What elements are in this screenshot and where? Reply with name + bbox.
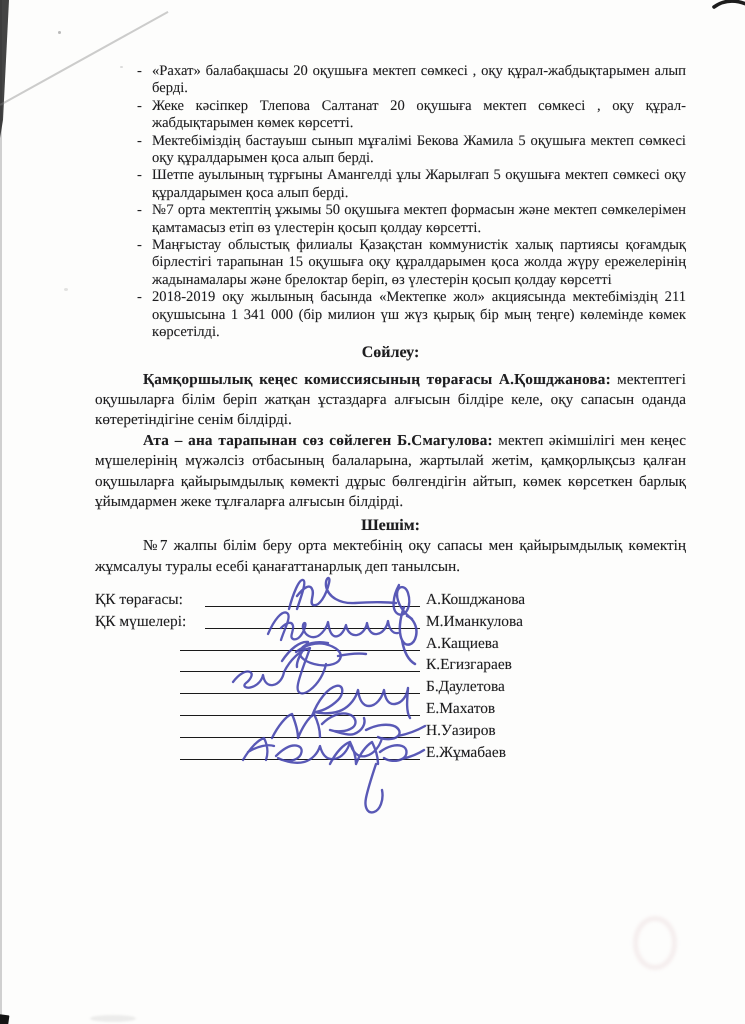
speech-paragraph-2-text: мектеп әкімшілігі мен кеңес мүшелерінің мүжәлсіз отбасының балаларына, жартылай жетім, қамқорлықсыз қалған оқушыларға қайырымдылық көмекті дұрыс бөлгендігін айтып, көмек көрсеткен барлық ұйымдармен жеке тұлғаларға алғысын білдірді. [95, 431, 687, 510]
signatory-name: Б.Даулетова [426, 678, 505, 696]
section-heading-speech: Сөйлеу: [361, 343, 420, 361]
bullet-dash: - [137, 237, 142, 254]
bullet-dash: - [137, 167, 142, 184]
signatory-name: А.Кошджанова [426, 590, 526, 608]
list-item [95, 202, 686, 237]
signatory-name: А.Кащиева [426, 634, 499, 652]
bullet-dash: - [137, 63, 142, 79]
decision-paragraph-text: №7 жалпы білім беру орта мектебінің оқу сапасы мен қайырымдылық көмектің жұмсалуы туралы есебі қанағаттанарлық деп танылсын. [95, 537, 686, 575]
document-content [95, 63, 686, 762]
list-item-text: 2018-2019 оқу жылының басында «Мектепке жол» акциясында мектебіміздің 211 оқушысына 1 341 000 (бір милион үш жүз қырық бір мың теңге) көлемінде көмек көрсетілді. [152, 289, 686, 341]
dust-speck [120, 66, 123, 68]
signature-line [180, 742, 420, 760]
signatory-name: М.Иманкулова [426, 612, 523, 630]
list-item [95, 133, 686, 168]
list-item [95, 237, 686, 289]
list-item-text: Мектебіміздің бастауыш сынып мұғалімі Бекова Жамила 5 оқушыға мектеп сөмкесі оқу құралдарымен қоса алып берді. [152, 132, 686, 167]
speaker-name-smagulova: Ата – ана тарапынан сөз сөйлеген Б.Смагулова: [143, 431, 493, 449]
signature-line [205, 589, 420, 607]
list-item [95, 98, 686, 133]
donations-list [95, 63, 686, 342]
list-item [95, 63, 686, 98]
list-item-text: «Рахат» балабақшасы 20 оқушыға мектеп сөмкесі , оқу құрал-жабдықтарымен алып берді. [152, 63, 686, 97]
scan-edge-artifact [0, 0, 2, 1024]
signature-line [180, 654, 420, 672]
bullet-dash: - [137, 289, 142, 306]
signature-line [180, 720, 420, 738]
speech-paragraph-1 [95, 370, 686, 431]
signature-row [95, 587, 686, 609]
signature-row [95, 631, 686, 653]
section-heading-decision: Шешім: [361, 517, 420, 535]
signature-row-label: ҚК төрағасы: [95, 590, 183, 608]
signature-row [95, 653, 686, 675]
list-item-text: Шетпе ауылының тұрғыны Амангелді ұлы Жарылғап 5 оқушыға мектеп сөмкесі оқу құралдарымен қоса алып берді. [152, 167, 686, 201]
signature-row [95, 609, 686, 631]
signature-line [180, 676, 420, 694]
signature-row [95, 674, 686, 696]
list-item [95, 289, 686, 341]
signatory-name: К.Егизгараев [426, 656, 512, 674]
signatory-name: Н.Уазиров [426, 721, 496, 739]
bullet-dash: - [137, 97, 142, 114]
ink-blot [0, 1014, 9, 1024]
list-item-text: Жеке кәсіпкер Тлепова Салтанат 20 оқушыға мектеп сөмкесі , оқу құрал-жабдықтарымен көмек көрсетті. [152, 97, 686, 132]
signature-row [95, 740, 686, 762]
speech-paragraph-1-text: мектептегі оқушыларға білім беріп жатқан ұстаздарға алғысын білдіре келе, оқу сапасын оданда көтеретіндігіне сенім білдірді. [95, 370, 686, 429]
signature-line [205, 611, 420, 629]
decision-paragraph [95, 536, 686, 577]
signature-row [95, 696, 686, 718]
signatory-name: Е.Махатов [426, 699, 496, 717]
list-item-text: Маңғыстау облыстық филиалы Қазақстан коммунистік халық партиясы қоғамдық бірлестігі тарапынан 15 оқушыға оқу құралдарымен қоса жолда жүру ережелерінің жадынамалары және брелоктар беріп, өз үлестерін қосып қолдау көрсетті [152, 237, 686, 288]
signature-block [95, 587, 686, 761]
signature-row [95, 718, 686, 740]
bullet-dash: - [137, 202, 142, 219]
signature-line [180, 633, 420, 651]
signature-line [180, 698, 420, 716]
speaker-name-koshdzhanova: Қамқоршылық кеңес комиссиясының төрағасы А.Қошджанова: [143, 370, 611, 388]
list-item [95, 167, 686, 202]
signature-row-label: ҚК мүшелері: [95, 612, 187, 630]
scan-smudge [90, 1015, 136, 1022]
stamp-remnant [633, 916, 677, 970]
speech-paragraph-2 [95, 431, 686, 513]
bullet-dash: - [137, 132, 142, 149]
signatory-name: Е.Жұмабаев [426, 743, 506, 761]
dust-speck [58, 31, 61, 34]
list-item-text: №7 орта мектептің ұжымы 50 оқушыға мектеп формасын және мектеп сөмкелерімен қамтамасыз етіп өз үлестерін қосып қолдау көрсетті. [152, 202, 686, 236]
dust-speck [64, 288, 68, 291]
